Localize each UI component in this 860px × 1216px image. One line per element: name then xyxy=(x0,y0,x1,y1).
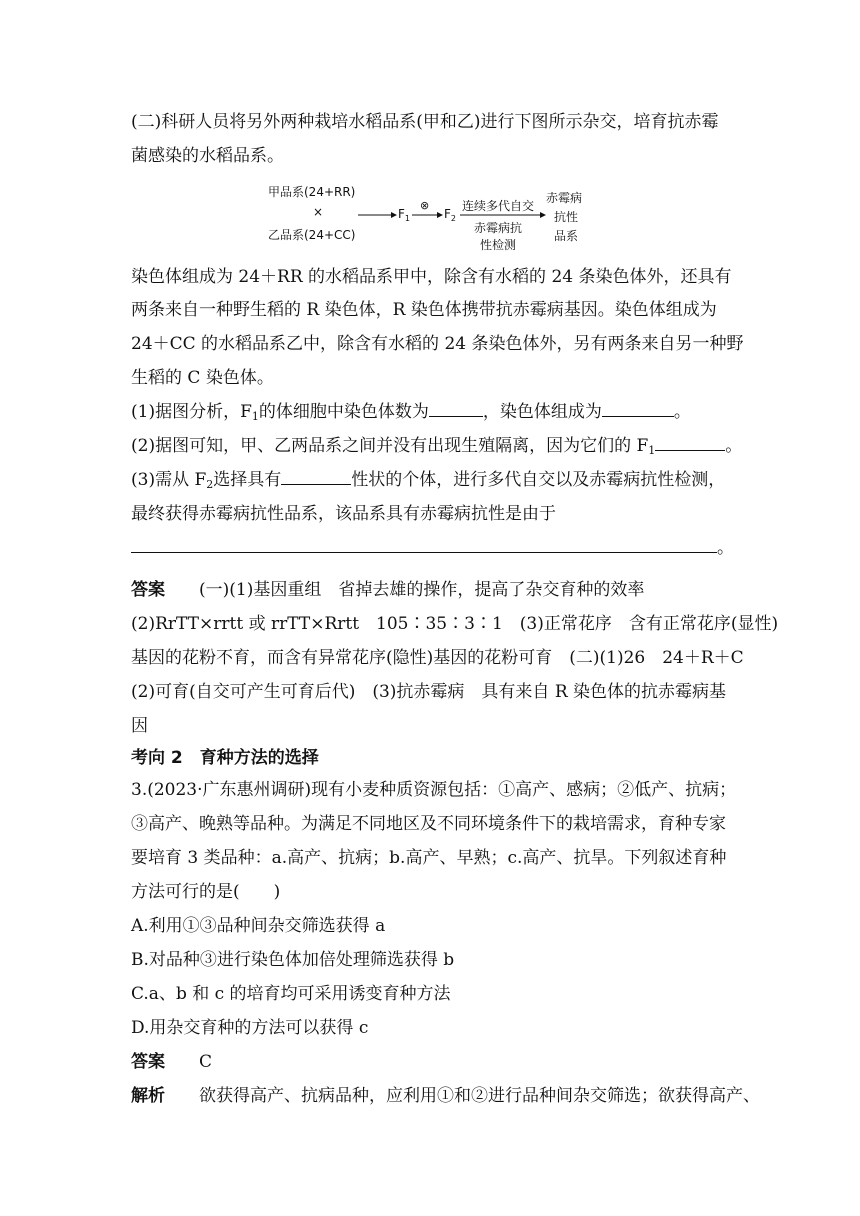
question-3: (3)需从 $F_2$选择具有 性状的个体，进行多代自交以及赤霉病抗性检测， xyxy=(131,470,726,491)
diagram-arrows xyxy=(0,0,860,260)
para1-line1: 染色体组成为 24＋RR 的水稻品系甲中，除含有水稻的 24 条染色体外，还具有 xyxy=(131,267,732,287)
answer-label: 答案 xyxy=(131,1052,165,1072)
step-bottom-label-1: 赤霉病抗 xyxy=(474,221,523,235)
q3-option-c: C.a、b 和 c 的培育均可采用诱变育种方法 xyxy=(131,984,451,1004)
q3-line3: 要培育 3 类品种：a.高产、抗病；b.高产、早熟；c.高产、抗旱。下列叙述育种 xyxy=(131,848,727,868)
answer2 xyxy=(131,1050,212,1074)
answer-value: C xyxy=(199,1052,213,1072)
answer1-line4: (2)可育(自交可产生可育后代) (3)抗赤霉病 具有来自 R 染色体的抗赤霉病基 xyxy=(131,682,727,702)
answer1-line3: 基因的花粉不育，而含有异常花序(隐性)基因的花粉可育 (二)(1)26 24＋R＋C xyxy=(131,648,744,668)
result-label-2: 抗性 xyxy=(554,210,579,224)
step-top-label: 连续多代自交 xyxy=(462,199,535,213)
section-heading: 考向 2 育种方法的选择 xyxy=(131,748,319,768)
analysis-label: 解析 xyxy=(131,1086,165,1106)
result-label-3: 品系 xyxy=(554,229,579,243)
answer-blank xyxy=(131,536,717,553)
step-bottom-label-2: 性检测 xyxy=(480,238,517,252)
answer-blank xyxy=(655,434,725,451)
section2-intro-line2: 菌感染的水稻品系。 xyxy=(131,146,284,166)
question-3-line2: 最终获得赤霉病抗性品系，该品系具有赤霉病抗性是由于 xyxy=(131,504,556,524)
answer-blank xyxy=(429,400,483,417)
para1-line4: 生稻的 C 染色体。 xyxy=(131,368,274,388)
q3-line1: 3.(2023·广东惠州调研)现有小麦种质资源包括：①高产、感病；②低产、抗病； xyxy=(131,780,737,800)
parent1-label: 甲品系(24+RR) xyxy=(268,185,356,199)
answer1-line2: (2)RrTT×rrtt 或 rrTT×Rrtt 105∶35∶3∶1 (3)正常花序 含有正常花序(显性) xyxy=(131,614,779,634)
para1-line3: 24＋CC 的水稻品系乙中，除含有水稻的 24 条染色体外，另有两条来自另一种野 xyxy=(131,334,744,354)
question-1: (1)据图分析，$F_1$的体细胞中染色体数为 ，染色体组成为 。 xyxy=(131,402,691,423)
self-cross-symbol: ⊗ xyxy=(420,199,430,212)
answer-blank xyxy=(602,400,674,417)
answer-blank xyxy=(281,468,351,485)
q3-line4: 方法可行的是( ) xyxy=(131,882,281,902)
question-2: (2)据图可知，甲、乙两品系之间并没有出现生殖隔离，因为它们的 $F_1$ 。 xyxy=(131,436,743,457)
analysis-line1: 解析 欲获得高产、抗病品种，应利用①和②进行品种间杂交筛选；欲获得高产、 xyxy=(131,1086,760,1106)
q3-line2: ③高产、晚熟等品种。为满足不同地区及不同环境条件下的栽培需求，育种专家 xyxy=(131,814,726,834)
parent2-label: 乙品系(24+CC) xyxy=(268,228,356,242)
cross-symbol: × xyxy=(313,205,324,219)
q3-option-d: D.用杂交育种的方法可以获得 c xyxy=(131,1018,369,1038)
para1-line2: 两条来自一种野生稻的 R 染色体，R 染色体携带抗赤霉病基因。染色体组成为 xyxy=(131,300,717,320)
answer1-line1: 答案 (一)(1)基因重组 省掉去雄的操作，提高了杂交育种的效率 xyxy=(131,580,645,600)
f1-label: $F_1$ xyxy=(398,207,410,223)
result-label-1: 赤霉病 xyxy=(546,191,583,205)
answer-label: 答案 xyxy=(131,580,165,600)
question-3-line3: 。 xyxy=(131,536,734,560)
answer1-line5: 因 xyxy=(131,716,148,736)
section2-intro-line1: (二)科研人员将另外两种栽培水稻品系(甲和乙)进行下图所示杂交，培育抗赤霉 xyxy=(131,112,719,132)
q3-option-b: B.对品种③进行染色体加倍处理筛选获得 b xyxy=(131,950,455,970)
f2-label: $F_2$ xyxy=(444,207,456,223)
q3-option-a: A.利用①③品种间杂交筛选获得 a xyxy=(131,916,386,936)
